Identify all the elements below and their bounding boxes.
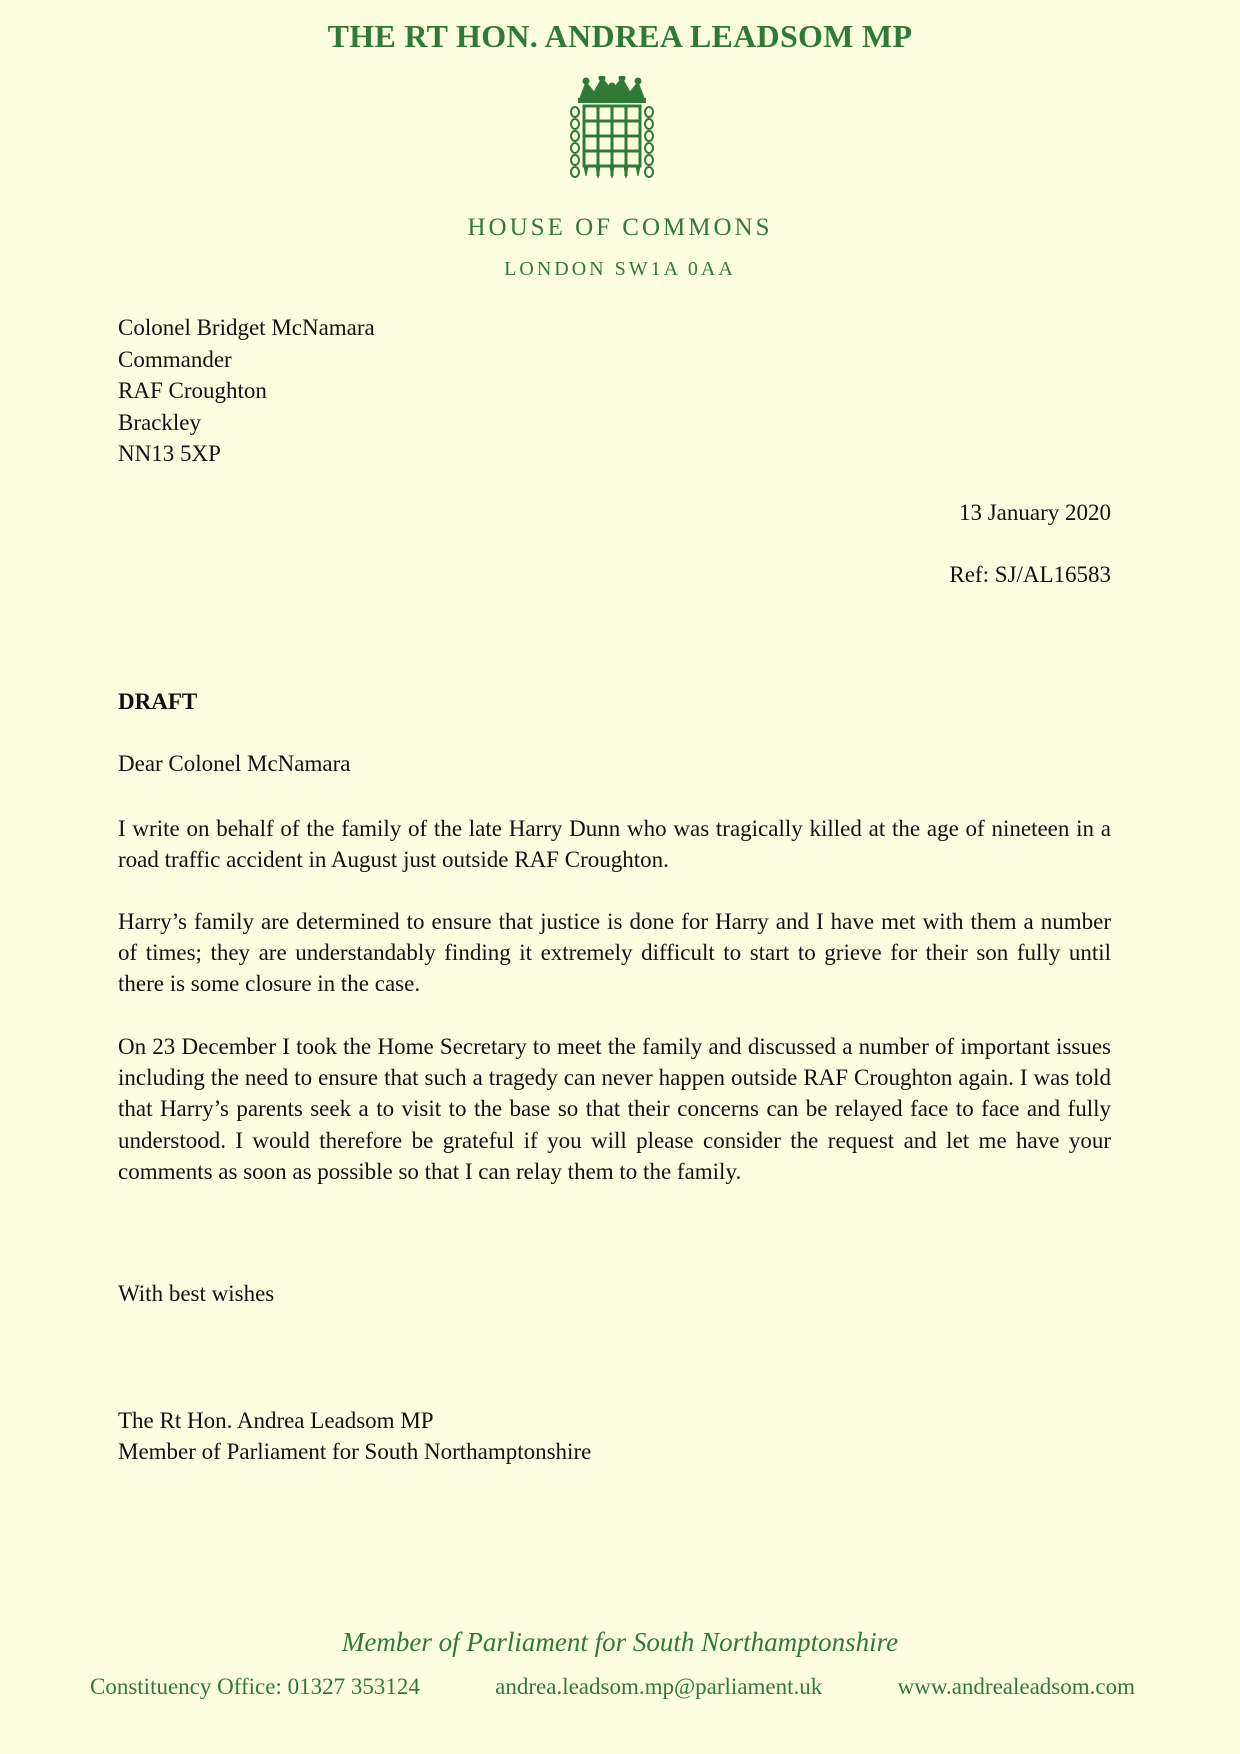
signature-block [118,1405,591,1467]
portcullis-icon [566,76,658,182]
letterhead-address: LONDON SW1A 0AA [504,258,736,280]
recipient-title: Commander [118,346,232,372]
recipient-postcode: NN13 5XP [118,441,221,466]
footer-email[interactable]: andrea.leadsom.mp@parliament.uk [495,1674,823,1699]
draft-label: DRAFT [118,689,198,714]
body-paragraph-2: Harry’s family are determined to ensure that justice is done for Harry and I have met with them a number of times; they are understandably finding it extremely difficult to start to grieve for their son fully until there is some closure in the case. [118,909,1111,997]
body-paragraph-3: On 23 December I took the Home Secretary to meet the family and discussed a number of important issues including the need to ensure that such a tragedy can never happen outside RAF Croughton again. I was told that Harry’s parents seek a to visit to the base so that their concerns can be relayed face to face and fully understood. I would therefore be grateful if you will please consider the request and let me have your comments as soon as possible so that I can relay them to the family. [118,1034,1111,1184]
signature-name: The Rt Hon. Andrea Leadsom MP [118,1408,434,1433]
letterhead-house: HOUSE OF COMMONS [467,214,773,241]
salutation: Dear Colonel McNamara [118,751,351,776]
recipient-town: Brackley [118,409,202,435]
recipient-address-block [118,312,375,470]
letterhead-mp-name: THE RT HON. ANDREA LEADSOM MP [327,18,913,54]
footer-office-phone: Constituency Office: 01327 353124 [90,1674,420,1699]
signoff: With best wishes [118,1281,275,1306]
body-paragraph-1: I write on behalf of the family of the late Harry Dunn who was tragically killed at the age of nineteen in a road traffic accident in August just outside RAF Croughton. [118,816,1111,873]
footer-tagline: Member of Parliament for South Northamptonshire [341,1627,899,1657]
recipient-name: Colonel Bridget McNamara [118,315,375,340]
letter-date: 13 January 2020 [958,500,1111,525]
footer-contact [90,1674,1135,1700]
letter-reference: Ref: SJ/AL16583 [949,562,1111,587]
signature-role: Member of Parliament for South Northamptonshire [118,1439,592,1464]
footer-website[interactable]: www.andrealeadsom.com [897,1674,1135,1699]
recipient-organisation: RAF Croughton [118,378,267,403]
